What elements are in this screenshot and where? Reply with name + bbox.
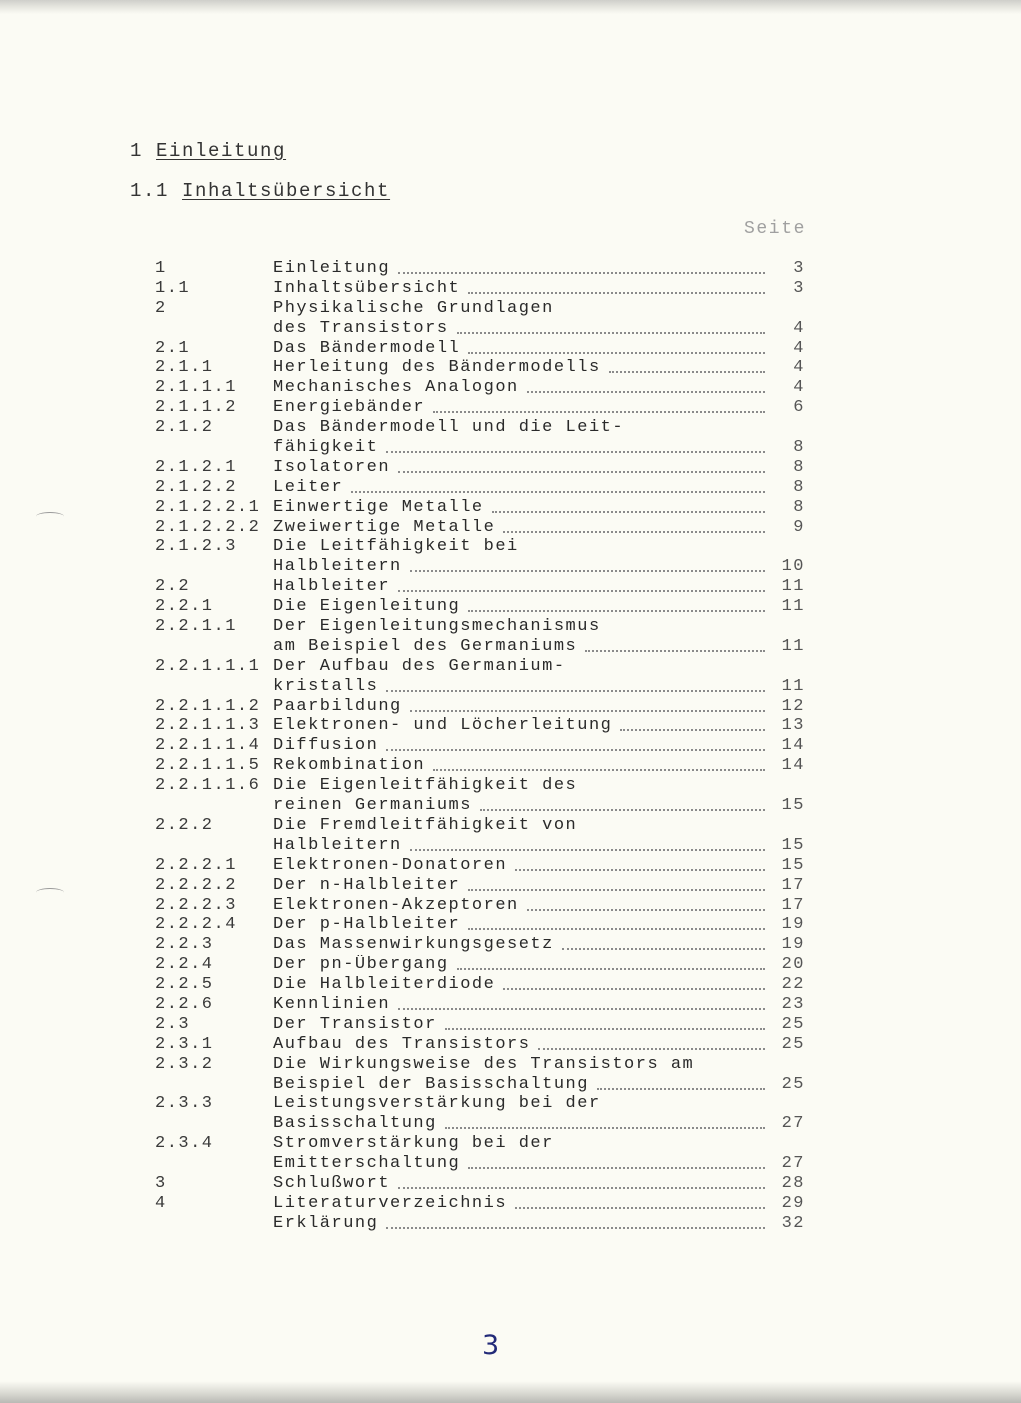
toc-page: 4: [793, 358, 805, 378]
toc-dot-leader: [620, 716, 765, 731]
toc-number: 2.2.1: [155, 597, 214, 617]
toc-dot-leader: [503, 975, 765, 990]
toc-title: Physikalische Grundlagen: [273, 298, 554, 318]
toc-entry: [273, 557, 765, 576]
toc-number: 2.1.1.2: [155, 398, 237, 418]
toc-entry: [273, 319, 765, 338]
section-number: 1.1: [130, 180, 170, 202]
toc-dot-leader: [386, 438, 765, 453]
toc-page: 3: [793, 278, 805, 298]
toc-dot-leader: [527, 896, 765, 911]
toc-row: [155, 1075, 805, 1095]
toc-page: 20: [781, 955, 805, 975]
toc-title: Kennlinien: [273, 994, 391, 1014]
toc-dot-leader: [398, 1174, 765, 1189]
toc-number: 2.2.2: [155, 815, 214, 835]
toc-title: Der Eigenleitungsmechanismus: [273, 617, 601, 637]
toc-title: Elektronen- und Löcherleitung: [273, 716, 613, 736]
toc-title: Rekombination: [273, 756, 426, 776]
toc-row: [155, 677, 805, 697]
toc-number: 2.2.2.1: [155, 855, 237, 875]
toc-page: 27: [781, 1114, 805, 1134]
toc-row: [155, 1214, 805, 1234]
toc-number: 2.2.1.1.4: [155, 736, 261, 756]
toc-page: 23: [781, 994, 805, 1014]
toc-row: [155, 657, 805, 677]
toc-dot-leader: [410, 836, 765, 851]
toc-page: 25: [781, 1014, 805, 1034]
toc-dot-leader: [386, 1214, 765, 1229]
toc-row: [155, 358, 805, 378]
toc-title: Beispiel der Basisschaltung: [273, 1074, 589, 1094]
toc-entry: [273, 1154, 765, 1173]
toc-number: 2.2.1.1: [155, 617, 237, 637]
toc-number: 1.1: [155, 278, 191, 298]
toc-row: [155, 498, 805, 518]
toc-page: 9: [793, 517, 805, 537]
toc-entry: [273, 896, 765, 915]
toc-title: Der n-Halbleiter: [273, 875, 461, 895]
toc-row: [155, 1015, 805, 1035]
page-column-label: Seite: [744, 219, 807, 239]
toc-title: Erklärung: [273, 1213, 379, 1233]
toc-row: [155, 537, 805, 557]
toc-dot-leader: [515, 1194, 765, 1209]
toc-entry: [273, 856, 765, 875]
toc-title: Diffusion: [273, 736, 379, 756]
toc-dot-leader: [468, 339, 765, 354]
toc-title: Emitterschaltung: [273, 1154, 461, 1174]
toc-entry: [273, 716, 765, 735]
toc-number: 2.1.2.1: [155, 457, 237, 477]
toc-number: 2.3.1: [155, 1034, 214, 1054]
toc-entry: [273, 935, 765, 954]
toc-number: 2.3.4: [155, 1134, 214, 1154]
toc-dot-leader: [562, 935, 765, 950]
toc-entry: [273, 697, 765, 716]
toc-dot-leader: [527, 378, 765, 393]
toc-page: 27: [781, 1154, 805, 1174]
toc-entry: [273, 478, 765, 497]
toc-entry: [273, 398, 765, 417]
toc-number: 2.2.1.1.3: [155, 716, 261, 736]
toc-dot-leader: [457, 955, 765, 970]
table-of-contents: [155, 259, 805, 1234]
toc-entry: [273, 358, 765, 377]
toc-dot-leader: [398, 458, 765, 473]
toc-dot-leader: [398, 577, 765, 592]
toc-row: [155, 796, 805, 816]
toc-page: 4: [793, 378, 805, 398]
toc-title: reinen Germaniums: [273, 796, 472, 816]
toc-entry: [273, 339, 765, 358]
toc-row: [155, 259, 805, 279]
toc-row: [155, 995, 805, 1015]
toc-number: 2.1.2.2.2: [155, 517, 261, 537]
toc-entry: [273, 836, 765, 855]
toc-row: [155, 319, 805, 339]
chapter-number: 1: [130, 140, 144, 162]
toc-row: [155, 518, 805, 538]
toc-row: [155, 438, 805, 458]
toc-title: Aufbau des Transistors: [273, 1034, 531, 1054]
toc-row: [155, 378, 805, 398]
toc-page: 19: [781, 935, 805, 955]
toc-row: [155, 637, 805, 657]
toc-row: [155, 736, 805, 756]
toc-title: Halbleitern: [273, 835, 402, 855]
toc-dot-leader: [398, 259, 765, 274]
toc-entry: [273, 756, 765, 775]
toc-dot-leader: [445, 1114, 765, 1129]
toc-number: 2.1: [155, 338, 191, 358]
toc-row: [155, 975, 805, 995]
toc-dot-leader: [609, 358, 765, 373]
toc-row: [155, 876, 805, 896]
toc-row: [155, 1035, 805, 1055]
toc-row: [155, 458, 805, 478]
toc-title: Schlußwort: [273, 1173, 391, 1193]
toc-title: Isolatoren: [273, 457, 391, 477]
toc-row: [155, 756, 805, 776]
toc-dot-leader: [433, 756, 765, 771]
chapter-title: Einleitung: [156, 140, 287, 162]
toc-page: 10: [781, 557, 805, 577]
toc-row: [155, 955, 805, 975]
toc-title: des Transistors: [273, 318, 449, 338]
toc-dot-leader: [585, 637, 765, 652]
toc-entry: [273, 955, 765, 974]
toc-row: [155, 716, 805, 736]
toc-dot-leader: [468, 279, 765, 294]
toc-row: [155, 1134, 805, 1154]
toc-title: Das Bändermodell und die Leit-: [273, 418, 625, 438]
toc-row: [155, 836, 805, 856]
toc-entry: [273, 279, 765, 298]
toc-number: 2.1.2.2: [155, 477, 237, 497]
toc-page: 8: [793, 438, 805, 458]
toc-title: Inhaltsübersicht: [273, 278, 461, 298]
toc-entry: [273, 438, 765, 457]
toc-title: Halbleiter: [273, 577, 391, 597]
toc-page: 15: [781, 796, 805, 816]
toc-title: fähigkeit: [273, 438, 379, 458]
section-title: Inhaltsübersicht: [182, 180, 391, 202]
toc-title: Einleitung: [273, 259, 391, 278]
toc-number: 2.2.2.2: [155, 875, 237, 895]
toc-row: [155, 597, 805, 617]
toc-title: Paarbildung: [273, 696, 402, 716]
toc-page: 13: [781, 716, 805, 736]
toc-number: 2.2.3: [155, 935, 214, 955]
toc-entry: [273, 915, 765, 934]
toc-entry: [273, 498, 765, 517]
chapter-heading: [130, 140, 286, 162]
toc-page: 32: [781, 1213, 805, 1233]
toc-entry: [273, 995, 765, 1014]
toc-dot-leader: [468, 597, 765, 612]
toc-row: [155, 339, 805, 359]
toc-row: [155, 896, 805, 916]
toc-title: Der Transistor: [273, 1014, 437, 1034]
toc-page: 22: [781, 975, 805, 995]
toc-dot-leader: [468, 915, 765, 930]
toc-dot-leader: [457, 319, 765, 334]
punch-mark-top: [36, 512, 64, 521]
toc-title: Stromverstärkung bei der: [273, 1134, 554, 1154]
toc-entry: [273, 736, 765, 755]
toc-number: 2.1.2.2.1: [155, 497, 261, 517]
toc-page: 3: [793, 259, 805, 278]
toc-page: 11: [781, 597, 805, 617]
toc-entry: [273, 458, 765, 477]
toc-title: Zweiwertige Metalle: [273, 517, 496, 537]
toc-dot-leader: [410, 697, 765, 712]
toc-row: [155, 1114, 805, 1134]
toc-page: 6: [793, 398, 805, 418]
toc-page: 14: [781, 756, 805, 776]
toc-dot-leader: [398, 995, 765, 1010]
toc-title: Das Bändermodell: [273, 338, 461, 358]
toc-entry: [273, 259, 765, 278]
toc-dot-leader: [410, 557, 765, 572]
toc-dot-leader: [515, 856, 765, 871]
toc-entry: [273, 1174, 765, 1193]
toc-page: 4: [793, 338, 805, 358]
toc-number: 1: [155, 259, 167, 278]
toc-title: Elektronen-Donatoren: [273, 855, 508, 875]
section-heading: [130, 180, 390, 202]
toc-number: 2.2.1.1.5: [155, 756, 261, 776]
toc-title: Der pn-Übergang: [273, 955, 449, 975]
toc-dot-leader: [386, 736, 765, 751]
toc-page: 8: [793, 457, 805, 477]
toc-title: Leiter: [273, 477, 344, 497]
toc-row: [155, 1154, 805, 1174]
toc-dot-leader: [538, 1035, 765, 1050]
toc-title: Der Aufbau des Germanium-: [273, 656, 566, 676]
toc-number: 2.2.1.1.6: [155, 776, 261, 796]
toc-number: 4: [155, 1193, 167, 1213]
toc-page: 4: [793, 318, 805, 338]
toc-number: 2.2.1.1.1: [155, 656, 261, 676]
toc-number: 2.3: [155, 1014, 191, 1034]
toc-page: 8: [793, 497, 805, 517]
toc-page: 11: [781, 636, 805, 656]
toc-entry: [273, 597, 765, 616]
toc-number: 2: [155, 298, 167, 318]
toc-number: 2.2: [155, 577, 191, 597]
toc-number: 2.2.6: [155, 994, 214, 1014]
punch-mark-bottom: [36, 888, 64, 897]
toc-row: [155, 776, 805, 796]
toc-entry: [273, 1035, 765, 1054]
toc-page: 19: [781, 915, 805, 935]
toc-title: Herleitung des Bändermodells: [273, 358, 601, 378]
toc-title: Leistungsverstärkung bei der: [273, 1094, 601, 1114]
toc-number: 2.3.2: [155, 1054, 214, 1074]
toc-title: Energiebänder: [273, 398, 426, 418]
toc-number: 2.1.1: [155, 358, 214, 378]
toc-number: 2.1.2.3: [155, 537, 237, 557]
toc-entry: [273, 975, 765, 994]
toc-page: 12: [781, 696, 805, 716]
toc-number: 2.1.1.1: [155, 378, 237, 398]
toc-row: [155, 915, 805, 935]
toc-dot-leader: [433, 398, 765, 413]
toc-page: 29: [781, 1193, 805, 1213]
toc-number: 2.2.1.1.2: [155, 696, 261, 716]
toc-number: 2.2.2.3: [155, 895, 237, 915]
toc-dot-leader: [468, 1154, 765, 1169]
paper-bottom-edge: [0, 1381, 1021, 1403]
toc-dot-leader: [492, 498, 765, 513]
toc-page: 25: [781, 1034, 805, 1054]
toc-row: [155, 279, 805, 299]
toc-title: Die Eigenleitfähigkeit des: [273, 776, 578, 796]
toc-dot-leader: [597, 1075, 765, 1090]
toc-row: [155, 816, 805, 836]
toc-page: 15: [781, 835, 805, 855]
toc-number: 2.1.2: [155, 418, 214, 438]
toc-page: 11: [781, 577, 805, 597]
toc-title: Die Leitfähigkeit bei: [273, 537, 519, 557]
toc-dot-leader: [351, 478, 765, 493]
toc-row: [155, 557, 805, 577]
toc-row: [155, 398, 805, 418]
toc-page: 11: [781, 676, 805, 696]
page-number: 3: [482, 1330, 500, 1361]
toc-number: 2.3.3: [155, 1094, 214, 1114]
toc-page: 17: [781, 895, 805, 915]
toc-row: [155, 1094, 805, 1114]
toc-row: [155, 697, 805, 717]
toc-entry: [273, 518, 765, 537]
toc-page: 14: [781, 736, 805, 756]
toc-title: Literaturverzeichnis: [273, 1193, 508, 1213]
toc-row: [155, 1055, 805, 1075]
toc-number: 2.2.4: [155, 955, 214, 975]
toc-page: 8: [793, 477, 805, 497]
toc-title: kristalls: [273, 676, 379, 696]
toc-title: Das Massenwirkungsgesetz: [273, 935, 554, 955]
toc-entry: [273, 876, 765, 895]
toc-entry: [273, 1194, 765, 1213]
toc-title: Basisschaltung: [273, 1114, 437, 1134]
toc-row: [155, 577, 805, 597]
toc-page: 15: [781, 855, 805, 875]
toc-title: Elektronen-Akzeptoren: [273, 895, 519, 915]
toc-row: [155, 299, 805, 319]
toc-title: Die Wirkungsweise des Transistors am: [273, 1054, 695, 1074]
toc-page: 25: [781, 1074, 805, 1094]
toc-title: Halbleitern: [273, 557, 402, 577]
toc-entry: [273, 796, 765, 815]
toc-entry: [273, 1015, 765, 1034]
toc-entry: [273, 1075, 765, 1094]
toc-title: Der p-Halbleiter: [273, 915, 461, 935]
toc-dot-leader: [445, 1015, 765, 1030]
toc-entry: [273, 1114, 765, 1133]
toc-title: Einwertige Metalle: [273, 497, 484, 517]
toc-title: Mechanisches Analogon: [273, 378, 519, 398]
paper-top-edge: [0, 0, 1021, 14]
toc-row: [155, 418, 805, 438]
toc-row: [155, 617, 805, 637]
toc-dot-leader: [503, 518, 765, 533]
toc-number: 2.2.2.4: [155, 915, 237, 935]
toc-title: Die Fremdleitfähigkeit von: [273, 815, 578, 835]
toc-row: [155, 1174, 805, 1194]
toc-entry: [273, 378, 765, 397]
toc-entry: [273, 637, 765, 656]
toc-row: [155, 935, 805, 955]
toc-entry: [273, 577, 765, 596]
toc-page: 17: [781, 875, 805, 895]
toc-number: 3: [155, 1173, 167, 1193]
toc-entry: [273, 677, 765, 696]
toc-dot-leader: [386, 677, 765, 692]
toc-row: [155, 478, 805, 498]
toc-title: am Beispiel des Germaniums: [273, 636, 578, 656]
toc-dot-leader: [468, 876, 765, 891]
toc-title: Die Halbleiterdiode: [273, 975, 496, 995]
toc-number: 2.2.5: [155, 975, 214, 995]
toc-title: Die Eigenleitung: [273, 597, 461, 617]
toc-row: [155, 856, 805, 876]
toc-entry: [273, 1214, 765, 1233]
toc-dot-leader: [480, 796, 765, 811]
toc-page: 28: [781, 1173, 805, 1193]
toc-row: [155, 1194, 805, 1214]
